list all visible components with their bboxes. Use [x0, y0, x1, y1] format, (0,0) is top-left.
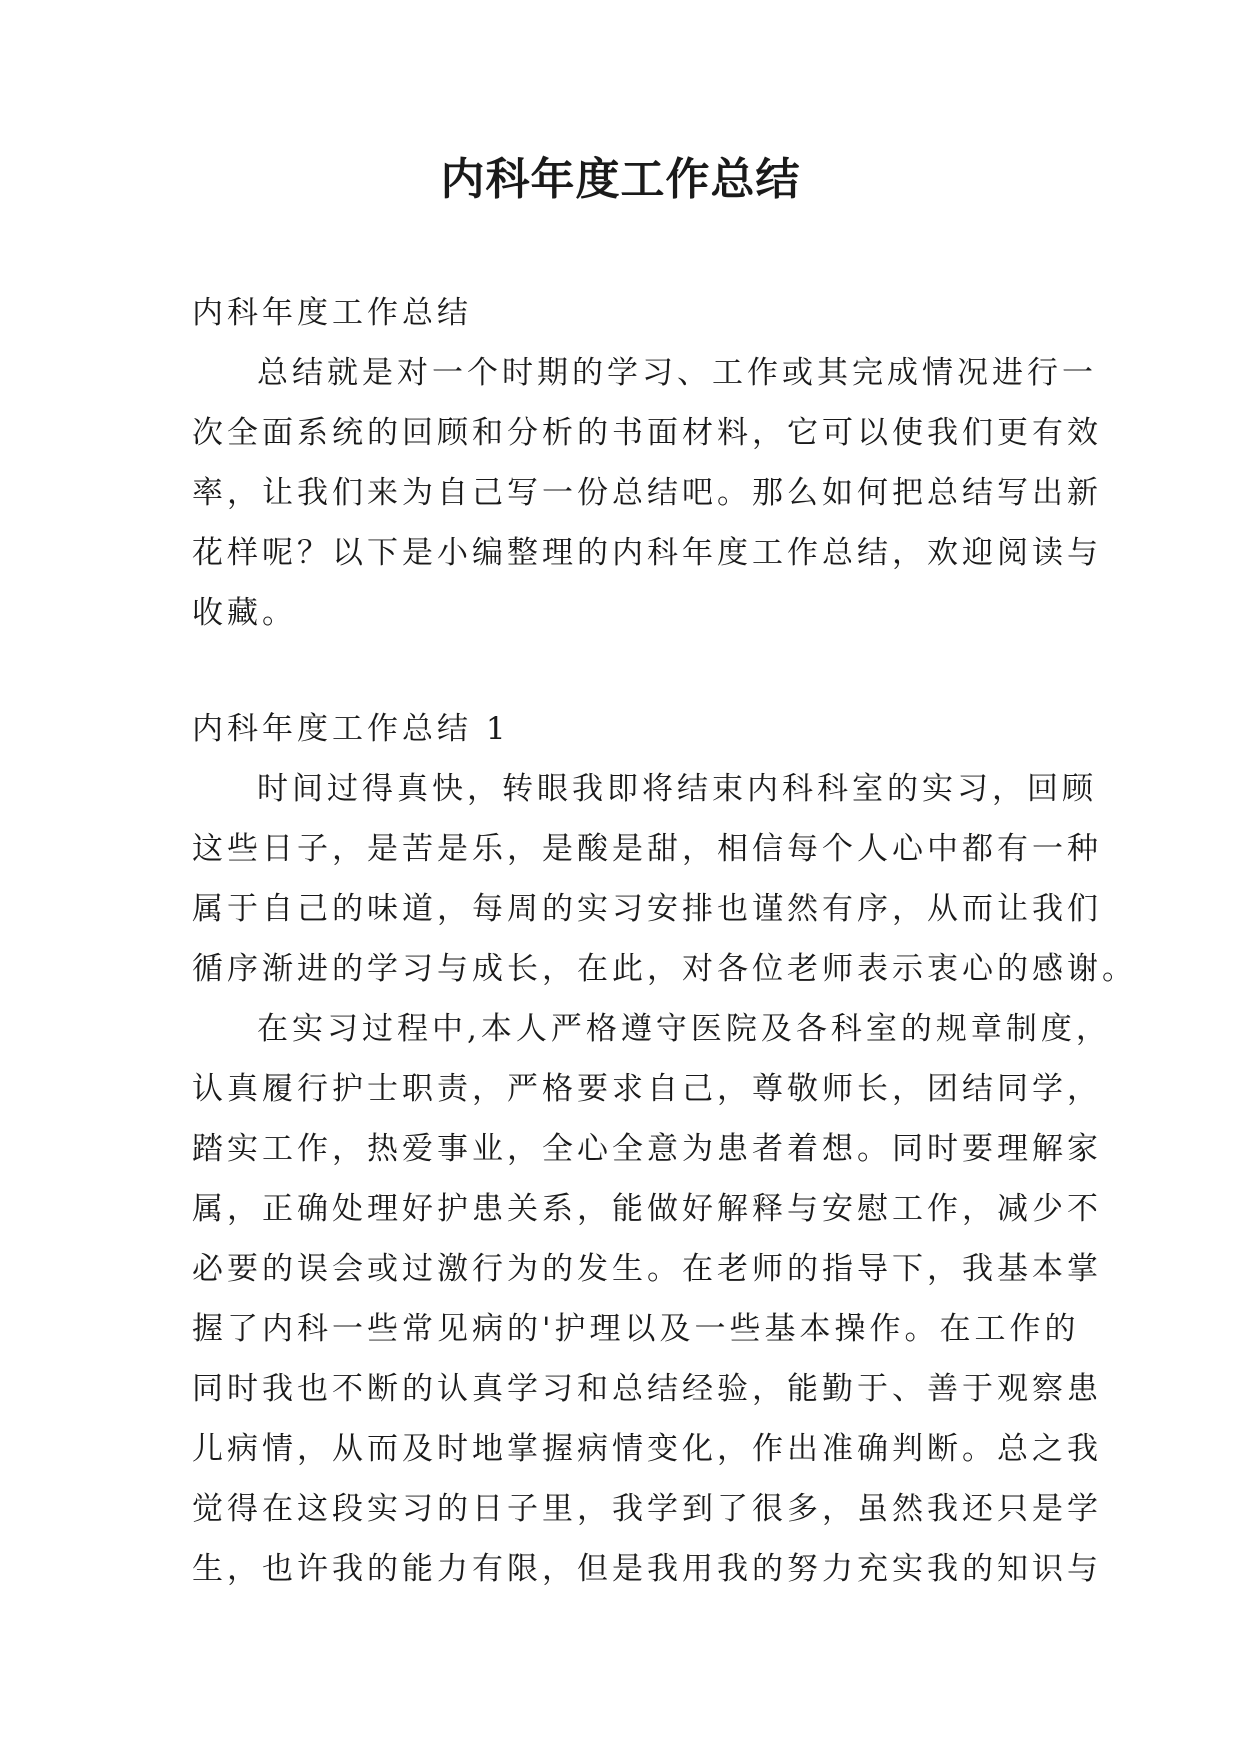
paragraph-line: 生，也许我的能力有限，但是我用我的努力充实我的知识与	[192, 1551, 1102, 1587]
section-heading-line: 内科年度工作总结 1	[192, 711, 510, 747]
paragraph-line: 收藏。	[192, 595, 297, 631]
paragraph-line: 同时我也不断的认真学习和总结经验，能勤于、善于观察患	[192, 1371, 1102, 1407]
section-gap	[192, 643, 1052, 699]
paragraph-line: 属，正确处理好护患关系，能做好解释与安慰工作，减少不	[192, 1191, 1102, 1227]
section-heading-line: 内科年度工作总结	[192, 295, 472, 331]
paragraph-line: 儿病情，从而及时地掌握病情变化，作出准确判断。总之我	[192, 1431, 1102, 1467]
paragraph-line: 时间过得真快，转眼我即将结束内科科室的实习，回顾	[257, 771, 1097, 807]
document-title: 内科年度工作总结	[440, 154, 801, 205]
paragraph-line: 率，让我们来为自己写一份总结吧。那么如何把总结写出新	[192, 475, 1102, 511]
paragraph-line: 在实习过程中,本人严格遵守医院及各科室的规章制度，	[257, 1011, 1111, 1047]
paragraph-line: 次全面系统的回顾和分析的书面材料，它可以使我们更有效	[192, 415, 1102, 451]
paragraph-line: 踏实工作，热爱事业，全心全意为患者着想。同时要理解家	[192, 1131, 1102, 1167]
paragraph-line: 必要的误会或过激行为的发生。在老师的指导下，我基本掌	[192, 1251, 1102, 1287]
paragraph-line: 认真履行护士职责，严格要求自己，尊敬师长，团结同学，	[192, 1071, 1102, 1107]
paragraph-line: 循序渐进的学习与成长，在此，对各位老师表示衷心的感谢。	[192, 951, 1137, 987]
paragraph-line: 属于自己的味道，每周的实习安排也谨然有序，从而让我们	[192, 891, 1102, 927]
paragraph-line: 总结就是对一个时期的学习、工作或其完成情况进行一	[257, 355, 1097, 391]
document-body	[192, 283, 1137, 1599]
paragraph-line: 花样呢？以下是小编整理的内科年度工作总结，欢迎阅读与	[192, 535, 1102, 571]
paragraph-line: 觉得在这段实习的日子里，我学到了很多，虽然我还只是学	[192, 1491, 1102, 1527]
paragraph-line: 这些日子，是苦是乐，是酸是甜，相信每个人心中都有一种	[192, 831, 1102, 867]
paragraph-line: 握了内科一些常见病的'护理以及一些基本操作。在工作的	[192, 1311, 1080, 1347]
